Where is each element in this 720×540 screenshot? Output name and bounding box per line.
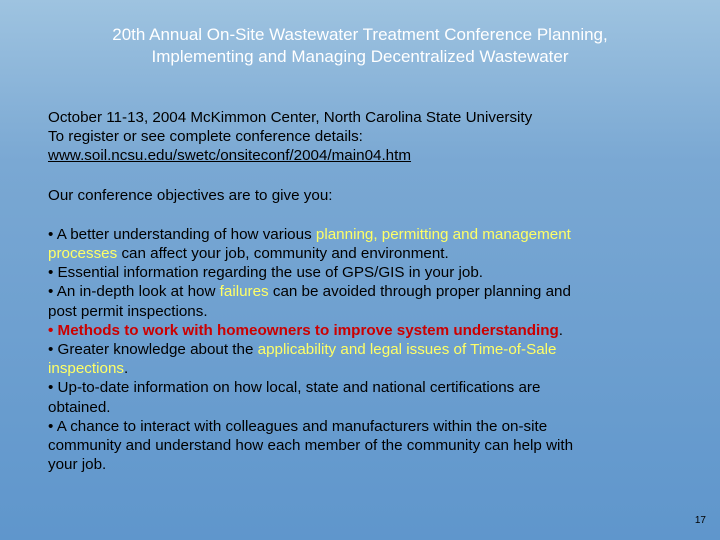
conference-link[interactable]: www.soil.ncsu.edu/swetc/onsiteconf/2004/main04.htm xyxy=(48,147,412,165)
objective-item-1 xyxy=(48,225,688,263)
objective-4-highlight: • Methods to work with homeowners to improve system understanding xyxy=(48,321,559,339)
objective-item-2: • Essential information regarding the use of GPS/GIS in your job. xyxy=(48,264,484,282)
conference-info: October 11-13, 2004 McKimmon Center, North Carolina State University xyxy=(48,109,533,126)
objective-4-period: . xyxy=(558,321,564,339)
register-text: To register or see complete conference details: xyxy=(48,128,363,146)
objective-6-line-1: • Up-to-date information on how local, state and national certifications are xyxy=(48,379,541,397)
objective-item-3 xyxy=(48,282,688,320)
objective-7-line-3: your job. xyxy=(48,456,107,474)
slide-body xyxy=(48,108,688,474)
objective-3-text: • An in-depth look at how xyxy=(48,283,220,301)
objective-item-4 xyxy=(48,321,688,340)
objective-3-highlight: failures xyxy=(219,283,269,301)
objective-item-7 xyxy=(48,417,688,475)
objective-1-highlight: planning, permitting and management xyxy=(315,225,571,243)
objective-5-highlight-cont: inspections xyxy=(48,360,124,378)
objective-1-highlight-cont: processes xyxy=(48,245,118,263)
objective-7-line-2: community and understand how each member of the community can help with xyxy=(48,437,574,455)
objective-5-text: • Greater knowledge about the xyxy=(48,341,258,359)
objective-5-highlight: applicability and legal issues of Time-of-Sale xyxy=(257,341,557,359)
slide-title xyxy=(0,24,720,68)
objective-7-line-1: • A chance to interact with colleagues and manufacturers within the on-site xyxy=(48,417,548,435)
objective-item-6 xyxy=(48,378,688,416)
objective-3-line-2: post permit inspections. xyxy=(48,302,208,320)
page-number: 17 xyxy=(694,515,706,526)
objective-1-text: • A better understanding of how various xyxy=(48,225,316,243)
objective-6-line-2: obtained. xyxy=(48,398,111,416)
objective-5-period: . xyxy=(123,360,129,378)
objective-3-text-end: can be avoided through proper planning and xyxy=(268,283,571,301)
objective-item-5 xyxy=(48,340,688,378)
title-line-2: Implementing and Managing Decentralized Wastewater xyxy=(151,47,569,66)
objective-1-text-end: can affect your job, community and environment. xyxy=(117,245,449,263)
objectives-intro: Our conference objectives are to give you: xyxy=(48,186,333,204)
title-line-1: 20th Annual On-Site Wastewater Treatment Conference Planning, xyxy=(112,25,608,44)
